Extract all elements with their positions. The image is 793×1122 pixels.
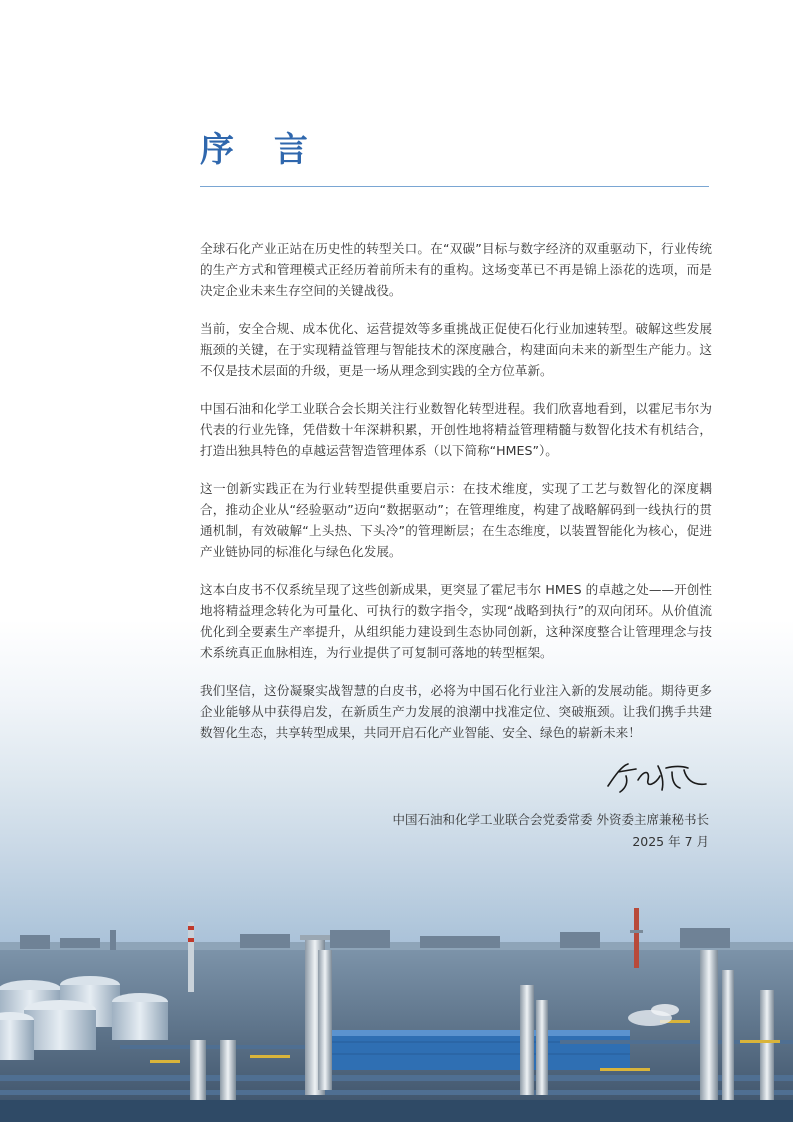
paragraph: 当前，安全合规、成本优化、运营提效等多重挑战正促使石化行业加速转型。破解这些发展瓶颈的关键，在于实现精益管理与智能技术的深度融合，构建面向未来的新型生产能力。这不仅是技术层面的升级，更是一场从理念到实践的全方位革新。	[200, 321, 712, 378]
paragraph: 这本白皮书不仅系统呈现了这些创新成果，更突显了霍尼韦尔 HMES 的卓越之处——开创性地将精益理念转化为可量化、可执行的数字指令，实现“战略到执行”的双向闭环。从价值流优化到全要素生产率提升，从组织能力建设到生态协同创新，这种深度整合让管理理念与技术系统真正血脉相连，为行业提供了可复制可落地的转型框架。	[200, 582, 712, 660]
title-divider	[200, 186, 709, 187]
preface-body	[200, 238, 712, 760]
signature-date: 2025 年 7 月	[632, 834, 709, 849]
paragraph: 我们坚信，这份凝聚实战智慧的白皮书，必将为中国石化行业注入新的发展动能。期待更多企业能够从中获得启发，在新质生产力发展的浪潮中找准定位、突破瓶颈。让我们携手共建数智化生态，共享转型成果，共同开启石化产业智能、安全、绿色的崭新未来！	[200, 683, 712, 740]
refinery-skyline-image	[0, 890, 793, 1122]
paragraph: 全球石化产业正站在历史性的转型关口。在“双碳”目标与数字经济的双重驱动下，行业传统的生产方式和管理模式正经历着前所未有的重构。这场变革已不再是锦上添花的选项，而是决定企业未来生存空间的关键战役。	[200, 241, 712, 298]
page-title: 序 言	[200, 130, 322, 170]
signature-organization: 中国石油和化学工业联合会党委常委 外资委主席兼秘书长	[392, 812, 709, 827]
paragraph: 这一创新实践正在为行业转型提供重要启示：在技术维度，实现了工艺与数智化的深度耦合，推动企业从“经验驱动”迈向“数据驱动”；在管理维度，构建了战略解码到一线执行的贯通机制，有效破解“上头热、下头冷”的管理断层；在生态维度，以装置智能化为核心，促进产业链协同的标准化与绿色化发展。	[200, 481, 712, 559]
handwritten-signature	[602, 756, 712, 796]
paragraph: 中国石油和化学工业联合会长期关注行业数智化转型进程。我们欣喜地看到，以霍尼韦尔为代表的行业先锋，凭借数十年深耕积累，开创性地将精益管理精髓与数智化技术有机结合，打造出独具特色的卓越运营智造管理体系（以下简称“HMES”）。	[200, 401, 712, 458]
